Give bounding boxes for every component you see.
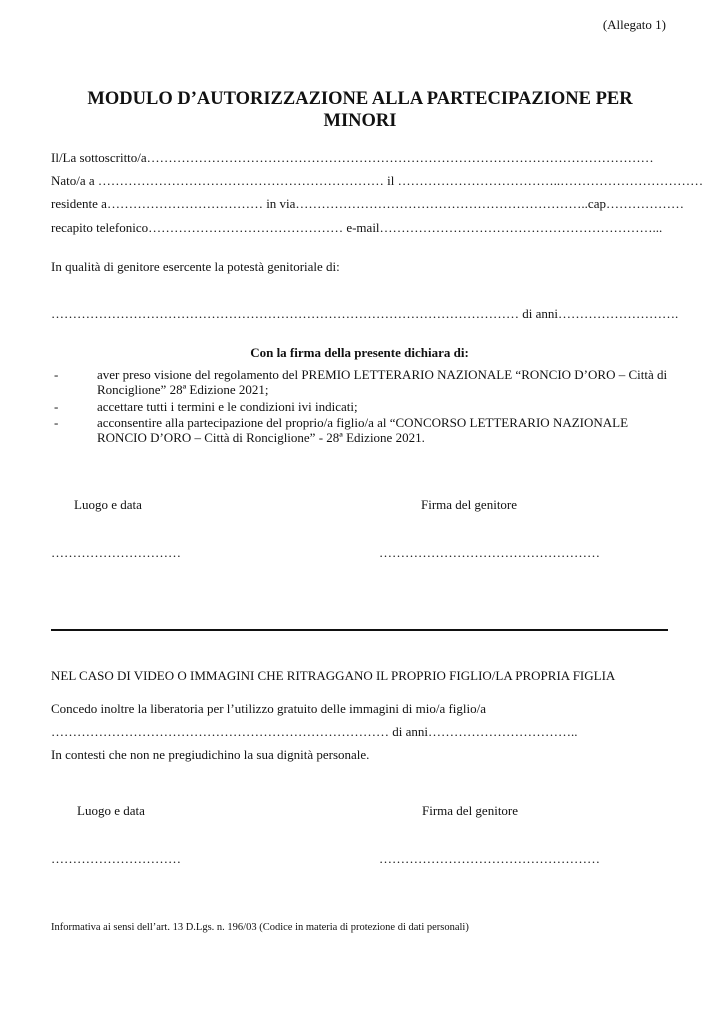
parent-signature-field[interactable]: …………………………………………… — [379, 851, 600, 866]
minor-name-line[interactable]: ……………………………………………………………………………………………… di anni………………………. — [51, 306, 679, 321]
place-date-field[interactable]: ………………………… — [51, 545, 181, 560]
declaration-item-text: acconsentire alla partecipazione del proprio/a figlio/a al “CONCORSO LETTERARIO NAZIONALE RONCIO D’ORO – Città di Ronciglione” - 28ª Edizione 2021. — [97, 415, 629, 445]
place-date-label: Luogo e data — [74, 497, 142, 512]
parent-signature-field[interactable]: …………………………………………… — [379, 545, 600, 560]
media-consent-heading: NEL CASO DI VIDEO O IMMAGINI CHE RITRAGGANO IL PROPRIO FIGLIO/LA PROPRIA FIGLIA — [51, 668, 616, 683]
media-minor-line[interactable]: …………………………………………………………………… di anni…………………………….. — [51, 724, 578, 739]
declaration-item-text: aver preso visione del regolamento del PREMIO LETTERARIO NAZIONALE “RONCIO D’ORO – Città di Ronciglione” 28ª Edizione 2021; — [97, 367, 668, 397]
guardian-intro: In qualità di genitore esercente la potestà genitoriale di: — [51, 259, 340, 274]
list-dash: - — [54, 415, 59, 430]
section-divider — [51, 629, 668, 631]
field-contact-line[interactable]: recapito telefonico……………………………………… e-mail………………………………………………………... — [51, 220, 663, 235]
field-residence-line[interactable]: residente a……………………………… in via…………………………………………………………..cap……………… — [51, 196, 684, 211]
field-name-line[interactable]: Il/La sottoscritto/a……………………………………………………………………………………………………… — [51, 150, 654, 165]
media-context-text: In contesti che non ne pregiudichino la sua dignità personale. — [51, 747, 370, 762]
list-dash: - — [54, 399, 59, 414]
place-date-field[interactable]: ………………………… — [51, 851, 181, 866]
document-title: MODULO D’AUTORIZZAZIONE ALLA PARTECIPAZIONE PER MINORI — [87, 89, 633, 131]
media-consent-text: Concedo inoltre la liberatoria per l’utilizzo gratuito delle immagini di mio/a figlio/a — [51, 701, 487, 716]
privacy-notice: Informativa ai sensi dell’art. 13 D.Lgs. n. 196/03 (Codice in materia di protezione di dati personali) — [51, 922, 469, 933]
parent-signature-label: Firma del genitore — [421, 497, 518, 512]
declaration-heading: Con la firma della presente dichiara di: — [250, 345, 469, 360]
field-birth-line[interactable]: Nato/a a ………………………………………………………… il ………………………………..…………………………… — [51, 173, 704, 188]
place-date-label: Luogo e data — [77, 803, 145, 818]
parent-signature-label: Firma del genitore — [422, 803, 519, 818]
list-dash: - — [54, 367, 59, 382]
declaration-item-text: accettare tutti i termini e le condizioni ivi indicati; — [97, 399, 358, 414]
annex-label: (Allegato 1) — [602, 17, 666, 32]
